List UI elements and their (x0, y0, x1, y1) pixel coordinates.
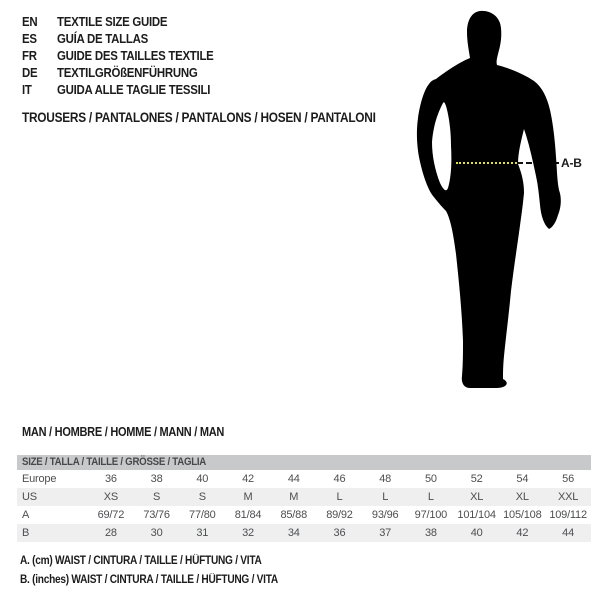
language-label: TEXTILGRÖßENFÜHRUNG (57, 65, 198, 80)
size-cell: 44 (287, 473, 300, 485)
size-cell: 54 (516, 473, 529, 485)
size-cell: 77/80 (189, 509, 216, 521)
language-label: TEXTILE SIZE GUIDE (57, 14, 168, 29)
size-table (17, 455, 591, 542)
size-cell: 105/108 (503, 509, 542, 521)
language-row (22, 30, 235, 47)
size-cell: 34 (287, 527, 300, 539)
row-label: B (22, 527, 30, 539)
size-cell: 46 (333, 473, 346, 485)
size-cell: 97/100 (414, 509, 448, 521)
note-b-text: B. (inches) WAIST / CINTURA / TAILLE / HÜFTUNG / VITA (20, 574, 278, 586)
size-cell: L (336, 491, 343, 503)
language-code: IT (22, 82, 32, 97)
table-row (17, 470, 591, 488)
language-code: EN (22, 14, 38, 29)
note-line (20, 552, 313, 571)
size-table-header (17, 455, 591, 470)
size-cell: 42 (516, 527, 529, 539)
language-code: DE (22, 65, 38, 80)
size-cell: M (289, 491, 299, 503)
language-label: GUÍA DE TALLAS (57, 31, 148, 46)
gender-title-text: MAN / HOMBRE / HOMME / MANN / MAN (22, 425, 225, 439)
size-cell: 52 (470, 473, 483, 485)
size-cell: 50 (424, 473, 437, 485)
size-cell: 109/112 (549, 509, 587, 521)
table-row (17, 524, 591, 542)
size-cell: 69/72 (97, 509, 125, 521)
category-title (22, 109, 424, 126)
size-cell: 28 (104, 527, 117, 539)
size-cell: 85/88 (280, 509, 307, 521)
size-cell: M (243, 491, 253, 503)
row-label: Europe (22, 473, 57, 485)
size-cell: 36 (333, 527, 346, 539)
size-cell: 31 (196, 527, 209, 539)
size-cell: L (382, 491, 389, 503)
size-cell: 81/84 (234, 509, 262, 521)
size-cell: 42 (242, 473, 254, 485)
size-cell: L (427, 491, 434, 503)
size-cell: 36 (104, 473, 117, 485)
row-label: US (22, 491, 37, 503)
size-cell: XL (515, 491, 529, 503)
waist-measure-label: A-B (561, 156, 582, 170)
size-cell: 56 (562, 473, 575, 485)
size-cell: S (153, 491, 161, 503)
size-cell: 40 (196, 473, 209, 485)
size-table-header-text: SIZE / TALLA / TAILLE / GRÖSSE / TAGLIA (22, 456, 207, 468)
language-code: FR (22, 48, 37, 63)
size-cell: 101/104 (457, 509, 496, 521)
language-row (22, 13, 235, 30)
language-row (22, 64, 235, 81)
size-cell: XL (470, 491, 484, 503)
size-cell: 44 (562, 527, 575, 539)
category-title-text: TROUSERS / PANTALONES / PANTALONS / HOSEN / PANTALONI (22, 110, 376, 125)
table-row (17, 506, 591, 524)
size-cell: 93/96 (371, 509, 399, 521)
size-table-grid (17, 470, 591, 542)
size-cell: S (198, 491, 206, 503)
size-cell: 38 (424, 527, 437, 539)
waist-measure-line-dots (456, 162, 517, 164)
size-cell: 89/92 (326, 509, 353, 521)
size-table-body (17, 470, 591, 542)
size-cell: 38 (150, 473, 163, 485)
language-row (22, 47, 235, 64)
note-a-text: A. (cm) WAIST / CINTURA / TAILLE / HÜFTUNG / VITA (20, 555, 262, 567)
row-label: A (22, 509, 30, 521)
man-silhouette-icon (410, 0, 600, 400)
table-row (17, 488, 591, 506)
language-label: GUIDA ALLE TAGLIE TESSILI (57, 82, 211, 97)
language-row (22, 81, 235, 98)
language-list (22, 13, 235, 98)
size-cell: 73/76 (143, 509, 170, 521)
measurement-notes (20, 552, 313, 590)
size-cell: 32 (242, 527, 254, 539)
gender-title (22, 425, 252, 440)
size-cell: 37 (379, 527, 392, 539)
size-cell: 40 (470, 527, 483, 539)
size-cell: XXL (557, 491, 579, 503)
note-line (20, 571, 313, 590)
size-cell: 30 (150, 527, 163, 539)
size-cell: XS (103, 491, 118, 503)
language-label: GUIDE DES TAILLES TEXTILE (57, 48, 214, 63)
language-code: ES (22, 31, 37, 46)
size-cell: 48 (379, 473, 392, 485)
